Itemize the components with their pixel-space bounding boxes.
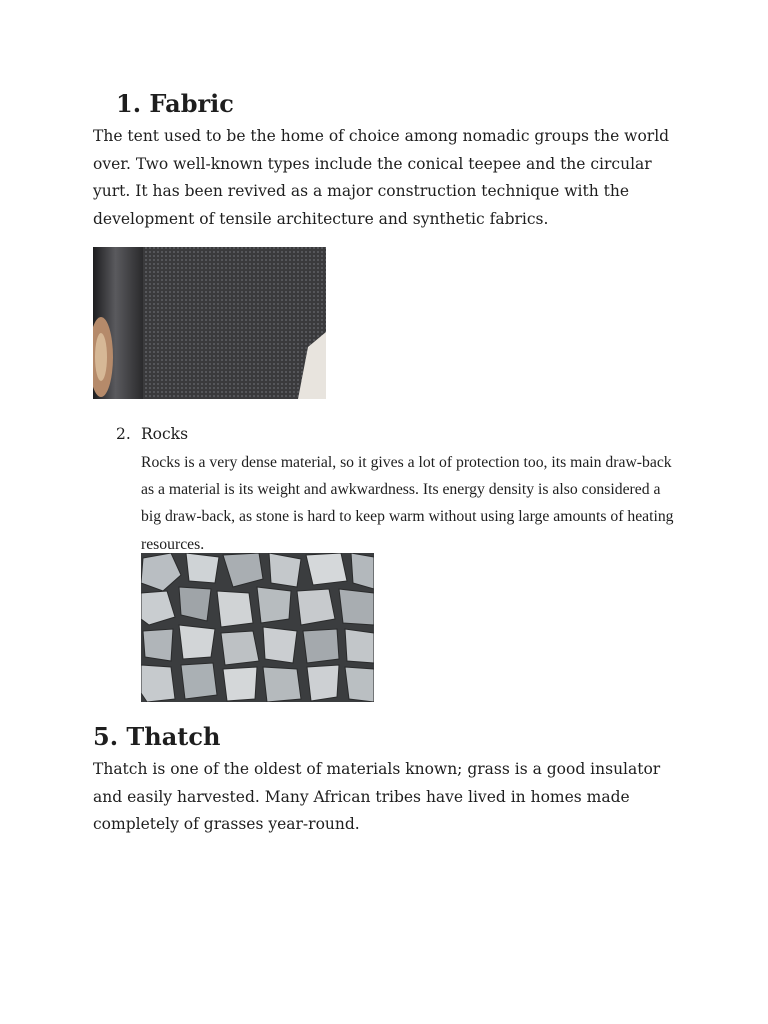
fabric-paragraph: The tent used to be the home of choice among nomadic groups the world over. Two well-known types include the conical teepee and the circular yurt. It has been revived as a major construction technique with the development of tensile architecture and synthetic fabrics.	[93, 127, 670, 228]
fabric-roll-image	[93, 247, 326, 399]
fabric-heading: 1. Fabric	[116, 89, 234, 118]
rocks-image	[141, 553, 374, 702]
rocks-list-item	[116, 423, 188, 445]
thatch-heading: 5. Thatch	[93, 722, 221, 751]
thatch-paragraph: Thatch is one of the oldest of materials known; grass is a good insulator and easily harvested. Many African tribes have lived in homes made completely of grasses year-round.	[93, 760, 661, 833]
rocks-heading: Rocks	[141, 425, 189, 443]
rocks-paragraph: Rocks is a very dense material, so it gives a lot of protection too, its main draw-back as a material is its weight and awkwardness. Its energy density is also considered a big draw-back, as stone is hard to keep warm without using large amounts of heating resources.	[141, 454, 674, 553]
list-number: 2.	[116, 425, 131, 443]
